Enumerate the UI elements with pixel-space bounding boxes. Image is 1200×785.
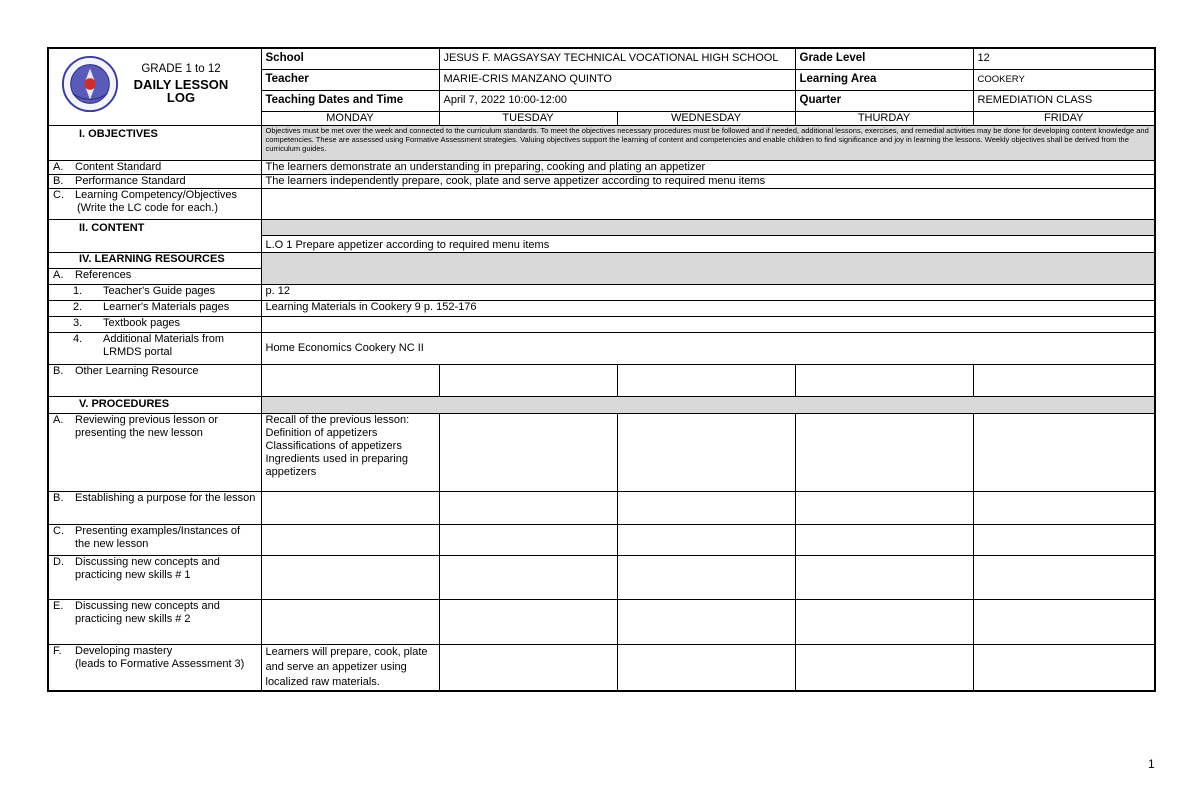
- row-marker: 1.: [73, 284, 83, 297]
- learning-competency-sub: (Write the LC code for each.): [77, 201, 219, 214]
- row-marker: E.: [53, 599, 64, 612]
- row-marker: A.: [53, 268, 64, 281]
- row-marker: 4.: [73, 332, 83, 345]
- daily-lesson-log-table: [47, 47, 1156, 692]
- objectives-heading: I. OBJECTIVES: [48, 125, 261, 160]
- school-value: JESUS F. MAGSAYSAY TECHNICAL VOCATIONAL HIGH SCHOOL: [439, 48, 795, 69]
- procedure-b-label: Establishing a purpose for the lesson: [75, 491, 256, 504]
- procedure-d-thursday: [795, 555, 973, 599]
- grade-level-value: 12: [973, 48, 1155, 69]
- school-label: School: [261, 48, 439, 69]
- objectives-note: Objectives must be met over the week and connected to the curriculum standards. To meet the objectives necessary procedures must be followed and if needed, additional lessons, exercises, and remedial activities may be done for developing content knowledge and competencies. These are assessed using Formative Assessment strategies. Valuing objectives support the learning of content and competencies and enable children to find significance and joy in learning the lessons. Weekly objectives shall be derived from the curriculum guides.: [261, 125, 1155, 160]
- procedure-d-tuesday: [439, 555, 617, 599]
- row-marker: B.: [53, 364, 64, 377]
- teacher-label: Teacher: [261, 69, 439, 90]
- content-standard-value: The learners demonstrate an understanding in preparing, cooking and plating an appetizer: [261, 160, 1155, 174]
- procedure-b-wednesday: [617, 491, 795, 524]
- textbook-pages-cell: [48, 316, 261, 332]
- learners-materials-value: Learning Materials in Cookery 9 p. 152-176: [261, 300, 1155, 316]
- grade-level-label: Grade Level: [795, 48, 973, 69]
- procedure-a-cell: [48, 413, 261, 491]
- procedure-b-monday: [261, 491, 439, 524]
- learning-competency-value: [261, 188, 1155, 219]
- day-wednesday: WEDNESDAY: [617, 111, 795, 125]
- procedure-c-cell: [48, 524, 261, 555]
- procedure-c-tuesday: [439, 524, 617, 555]
- teachers-guide-cell: [48, 284, 261, 300]
- day-tuesday: TUESDAY: [439, 111, 617, 125]
- procedure-e-cell: [48, 599, 261, 644]
- content-standard-cell: [48, 160, 261, 174]
- references-label: References: [75, 268, 132, 281]
- other-resource-cell: [48, 364, 261, 396]
- other-resource-tuesday: [439, 364, 617, 396]
- procedure-d-label: Discussing new concepts and practicing new skills # 1: [75, 555, 220, 581]
- performance-standard-value: The learners independently prepare, cook, plate and serve appetizer according to required menu items: [261, 174, 1155, 188]
- procedure-e-friday: [973, 599, 1155, 644]
- procedure-e-wednesday: [617, 599, 795, 644]
- procedure-b-cell: [48, 491, 261, 524]
- procedure-c-friday: [973, 524, 1155, 555]
- row-marker: A.: [53, 413, 64, 426]
- performance-standard-label: Performance Standard: [75, 174, 186, 187]
- learning-resources-heading: IV. LEARNING RESOURCES: [48, 252, 261, 268]
- procedure-f-wednesday: [617, 644, 795, 691]
- document-title: DAILY LESSON LOG: [133, 77, 229, 105]
- procedure-a-friday: [973, 413, 1155, 491]
- procedure-c-monday: [261, 524, 439, 555]
- learning-competency-label: Learning Competency/Objectives: [75, 188, 238, 201]
- procedure-b-tuesday: [439, 491, 617, 524]
- content-gray-bar: [261, 219, 1155, 235]
- procedures-heading: V. PROCEDURES: [48, 396, 261, 413]
- procedure-d-monday: [261, 555, 439, 599]
- procedure-c-wednesday: [617, 524, 795, 555]
- page-number: 1: [1148, 757, 1155, 771]
- procedure-e-monday: [261, 599, 439, 644]
- references-cell: [48, 268, 261, 284]
- procedure-c-thursday: [795, 524, 973, 555]
- other-resource-wednesday: [617, 364, 795, 396]
- other-resource-thursday: [795, 364, 973, 396]
- procedure-a-line: Classifications of appetizers: [265, 439, 402, 452]
- procedure-a-tuesday: [439, 413, 617, 491]
- dates-value: April 7, 2022 10:00-12:00: [439, 90, 795, 111]
- procedures-gray-bar: [261, 396, 1155, 413]
- row-marker: C.: [53, 188, 64, 201]
- textbook-pages-value: [261, 316, 1155, 332]
- learning-competency-cell: [48, 188, 261, 219]
- other-resource-label: Other Learning Resource: [75, 364, 199, 377]
- procedure-f-tuesday: [439, 644, 617, 691]
- teachers-guide-value: p. 12: [261, 284, 1155, 300]
- grade-range-label: GRADE 1 to 12: [141, 63, 221, 75]
- performance-standard-cell: [48, 174, 261, 188]
- dates-label: Teaching Dates and Time: [261, 90, 439, 111]
- procedure-e-tuesday: [439, 599, 617, 644]
- procedure-d-friday: [973, 555, 1155, 599]
- content-value: L.O 1 Prepare appetizer according to required menu items: [261, 235, 1155, 252]
- procedure-a-thursday: [795, 413, 973, 491]
- content-heading: II. CONTENT: [48, 219, 261, 252]
- procedure-a-line: Ingredients used in preparing appetizers: [265, 452, 408, 478]
- row-marker: B.: [53, 174, 64, 187]
- procedure-a-label: Reviewing previous lesson or presenting the new lesson: [75, 413, 219, 439]
- quarter-value: REMEDIATION CLASS: [973, 90, 1155, 111]
- row-marker: 2.: [73, 300, 83, 313]
- procedure-a-monday: [261, 413, 439, 491]
- row-marker: D.: [53, 555, 64, 568]
- procedure-a-line: Recall of the previous lesson:: [265, 413, 410, 426]
- day-monday: MONDAY: [261, 111, 439, 125]
- procedure-f-label: Developing mastery: [75, 644, 173, 657]
- additional-materials-value: Home Economics Cookery NC II: [261, 332, 1155, 364]
- day-thursday: THURDAY: [795, 111, 973, 125]
- quarter-label: Quarter: [795, 90, 973, 111]
- other-resource-monday: [261, 364, 439, 396]
- procedure-d-wednesday: [617, 555, 795, 599]
- procedure-f-sub: (leads to Formative Assessment 3): [75, 657, 245, 670]
- procedure-d-cell: [48, 555, 261, 599]
- deped-seal-icon: [61, 55, 119, 113]
- procedure-b-friday: [973, 491, 1155, 524]
- procedure-b-thursday: [795, 491, 973, 524]
- learners-materials-label: Learner's Materials pages: [103, 300, 230, 313]
- procedure-f-monday: Learners will prepare, cook, plate and serve an appetizer using localized raw materials.: [261, 644, 439, 691]
- resources-gray-bar: [261, 252, 1155, 284]
- row-marker: B.: [53, 491, 64, 504]
- teachers-guide-label: Teacher's Guide pages: [103, 284, 216, 297]
- day-friday: FRIDAY: [973, 111, 1155, 125]
- procedure-f-friday: [973, 644, 1155, 691]
- learners-materials-cell: [48, 300, 261, 316]
- row-marker: A.: [53, 160, 64, 173]
- row-marker: F.: [53, 644, 62, 657]
- procedure-e-label: Discussing new concepts and practicing new skills # 2: [75, 599, 220, 625]
- learning-area-label: Learning Area: [795, 69, 973, 90]
- additional-materials-label: Additional Materials from LRMDS portal: [103, 332, 225, 358]
- header-title-block: [48, 48, 261, 125]
- procedure-a-line: Definition of appetizers: [265, 426, 378, 439]
- textbook-pages-label: Textbook pages: [103, 316, 181, 329]
- procedure-f-cell: [48, 644, 261, 691]
- procedure-c-label: Presenting examples/Instances of the new lesson: [75, 524, 241, 550]
- procedure-f-thursday: [795, 644, 973, 691]
- other-resource-friday: [973, 364, 1155, 396]
- procedure-e-thursday: [795, 599, 973, 644]
- row-marker: C.: [53, 524, 64, 537]
- content-standard-label: Content Standard: [75, 160, 162, 173]
- additional-materials-cell: [48, 332, 261, 364]
- row-marker: 3.: [73, 316, 83, 329]
- procedure-a-wednesday: [617, 413, 795, 491]
- teacher-value: MARIE-CRIS MANZANO QUINTO: [439, 69, 795, 90]
- learning-area-value: COOKERY: [973, 69, 1155, 90]
